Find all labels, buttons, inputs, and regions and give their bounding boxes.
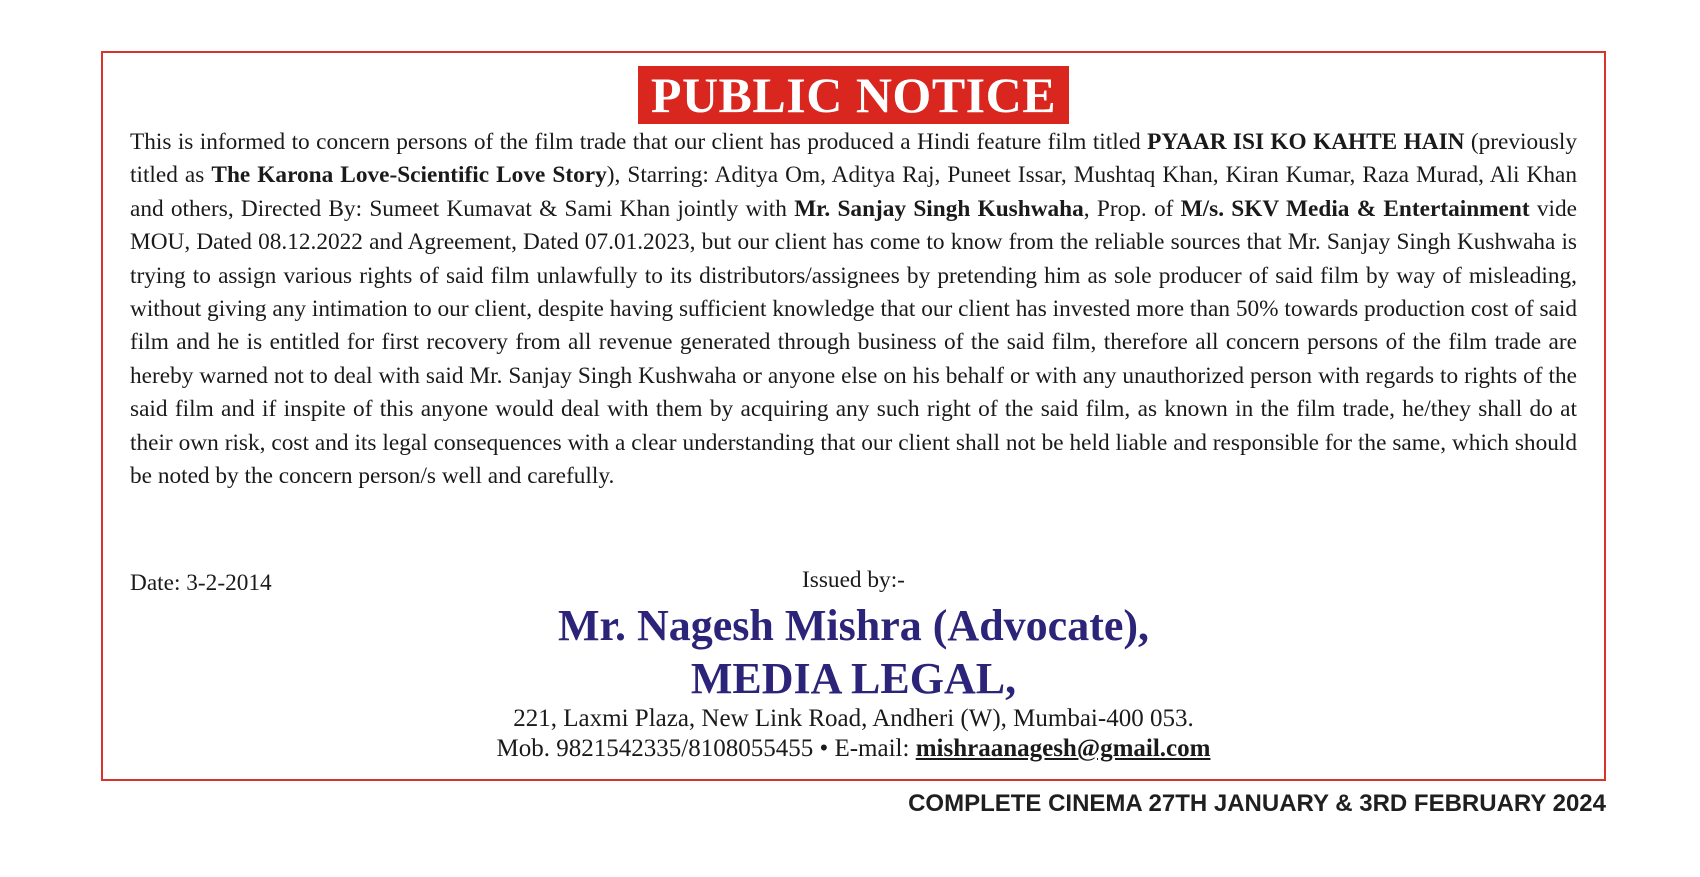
firm-name: MEDIA LEGAL, bbox=[690, 654, 1017, 703]
public-notice-box bbox=[101, 51, 1606, 781]
contact-line bbox=[103, 734, 1604, 764]
body-text-3: ), Starring: Aditya Om, Aditya Raj, Puneet Issar, Mushtaq Khan, Kiran Kumar, Raza Murad, Ali Khan and others, Directed By: Sumeet Kumavat & Sami Khan jointly with bbox=[130, 162, 1578, 222]
firm-address: 221, Laxmi Plaza, New Link Road, Andheri (W), Mumbai-400 053. bbox=[513, 705, 1194, 732]
company-name: M/s. SKV Media & Entertainment bbox=[1180, 195, 1530, 222]
publication-footer: COMPLETE CINEMA 27TH JANUARY & 3RD FEBRUARY 2024 bbox=[908, 790, 1606, 817]
notice-title: PUBLIC NOTICE bbox=[638, 66, 1069, 124]
person-name: Mr. Sanjay Singh Kushwaha bbox=[794, 195, 1084, 222]
film-title: PYAAR ISI KO KAHTE HAIN bbox=[1147, 129, 1465, 155]
issued-by-label: Issued by:- bbox=[802, 567, 905, 593]
email-link[interactable]: mishraanagesh@gmail.com bbox=[915, 735, 1211, 762]
body-text-5: vide MOU, Dated 08.12.2022 and Agreement, Dated 07.01.2023, but our client has come to know from the reliable sources that Mr. Sanjay Singh Kushwaha is trying to assign various rights of said film unlawfully to its distributors/assignees by pretending him as sole producer of said film by way of misleading, without giving any intimation to our client, despite having sufficient knowledge that our client has invested more than 50% towards production cost of said film and he is entitled for first recovery from all revenue generated through business of the said film, therefore all concern persons of the film trade are hereby warned not to deal with said Mr. Sanjay Singh Kushwaha or anyone else on his behalf or with any unauthorized person with regards to rights of the said film and if inspite of this anyone would deal with them by acquiring any such right of the said film, as known in the film trade, he/they shall do at their own risk, cost and its legal consequences with a clear understanding that our client shall not be held liable and responsible for the same, which should be noted by the concern person/s well and carefully. bbox=[130, 195, 1578, 490]
notice-date: Date: 3-2-2014 bbox=[130, 570, 272, 596]
body-text-4: , Prop. of bbox=[1083, 195, 1181, 222]
advocate-name: Mr. Nagesh Mishra (Advocate), bbox=[557, 601, 1150, 650]
title-wrap bbox=[103, 66, 1604, 124]
mobile-label: Mob. 9821542335/8108055455 • E-mail: bbox=[496, 735, 916, 762]
notice-body bbox=[130, 126, 1577, 493]
body-text-2: (previously titled as bbox=[130, 129, 1578, 189]
previous-film-title: The Karona Love-Scientific Love Story bbox=[211, 162, 607, 189]
body-text-1: This is informed to concern persons of the film trade that our client has produced a Hindi feature film titled bbox=[130, 129, 1148, 155]
